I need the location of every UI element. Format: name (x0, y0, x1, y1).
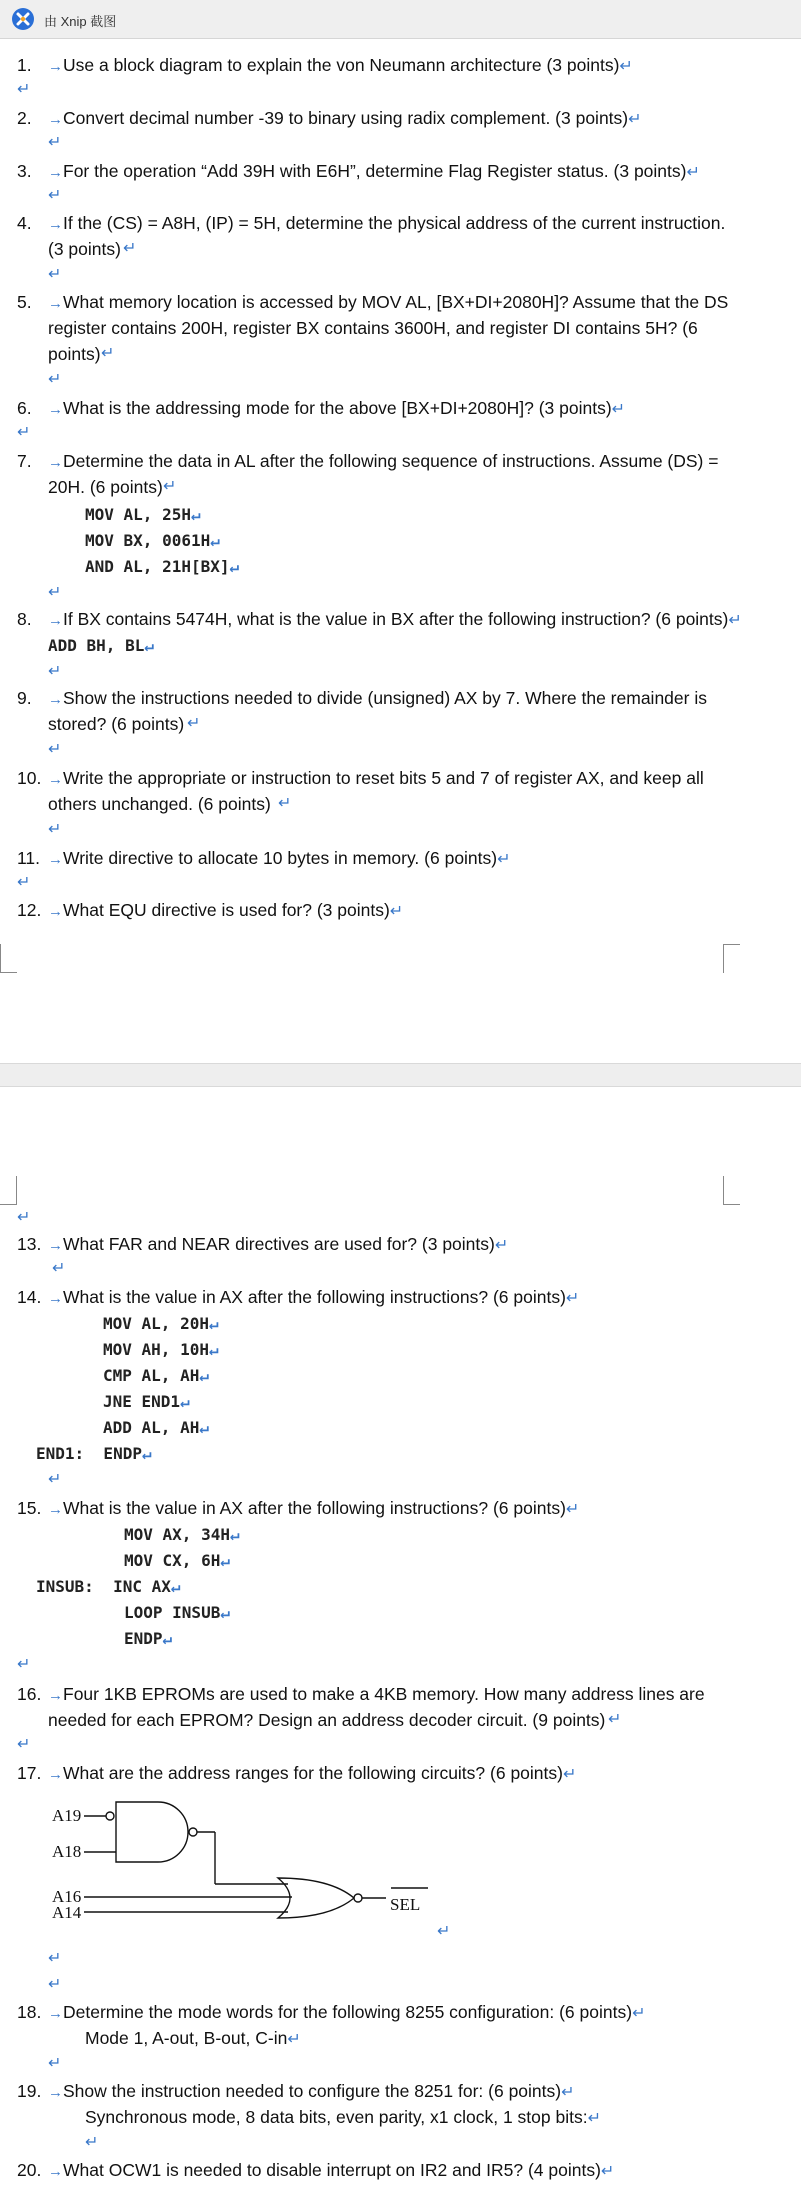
tab-arrow-icon: → (48, 58, 63, 75)
question-number: 15. (17, 1498, 42, 1518)
nor-gate (278, 1878, 354, 1918)
question-text-continued: 20H. (6 points) (48, 477, 163, 497)
question-number: 20. (17, 2160, 42, 2180)
question-text: What FAR and NEAR directives are used for? (3 points) (63, 1234, 495, 1254)
question-text: Write the appropriate or instruction to reset bits 5 and 7 of register AX, and keep all (63, 768, 704, 788)
question-text: Convert decimal number -39 to binary using radix complement. (3 points) (63, 108, 629, 128)
question-number: 8. (17, 609, 32, 629)
tab-arrow-icon: → (48, 2163, 63, 2180)
tab-arrow-icon: → (48, 1766, 63, 1783)
tab-arrow-icon: → (48, 903, 63, 920)
tab-arrow-icon: → (48, 164, 63, 181)
tab-arrow-icon: → (48, 1290, 63, 1307)
question-text: What is the addressing mode for the above [BX+DI+2080H]? (3 points) (63, 398, 612, 418)
page-margin-marker (723, 1176, 740, 1205)
question-text-continued: stored? (6 points) (48, 714, 185, 734)
question-number: 17. (17, 1763, 42, 1783)
question-text: What memory location is accessed by MOV AL, [BX+DI+2080H]? Assume that the DS (63, 292, 729, 312)
question-text: Determine the mode words for the following 8255 configuration: (6 points) (63, 2002, 633, 2022)
code-label-line: END1: ENDP↵ (36, 1444, 152, 1463)
input-label-a16: A16 (52, 1887, 82, 1906)
tab-arrow-icon: → (48, 1501, 63, 1518)
xnip-logo-icon (12, 8, 34, 30)
title-bar (0, 0, 801, 39)
code-line: AND AL, 21H[BX]↵ (85, 557, 240, 576)
question-text: Determine the data in AL after the following sequence of instructions. Assume (DS) = (63, 451, 719, 471)
input-label-a18: A18 (52, 1842, 82, 1861)
address-decoder-circuit (40, 1796, 480, 1946)
question-text: What is the value in AX after the following instructions? (6 points) (63, 1498, 566, 1518)
code-line: ENDP↵ (124, 1629, 173, 1648)
question-text: Write directive to allocate 10 bytes in memory. (6 points) (63, 848, 498, 868)
question-text: What EQU directive is used for? (3 points) (63, 900, 390, 920)
window-title: 由 Xnip 截图 (44, 14, 117, 29)
question-number: 6. (17, 398, 32, 418)
question-number: 5. (17, 292, 32, 312)
question-text: What are the address ranges for the following circuits? (6 points) (63, 1763, 563, 1783)
tab-arrow-icon: → (48, 295, 63, 312)
code-line: CMP AL, AH↵ (103, 1366, 209, 1385)
question-text: For the operation “Add 39H with E6H”, determine Flag Register status. (3 points) (63, 161, 687, 181)
question-text: What OCW1 is needed to disable interrupt on IR2 and IR5? (4 points) (63, 2160, 601, 2180)
question-text: What is the value in AX after the following instructions? (6 points) (63, 1287, 566, 1307)
question-number: 4. (17, 213, 32, 233)
input-label-a14: A14 (52, 1903, 82, 1922)
question-text-continued: others unchanged. (6 points) (48, 794, 271, 814)
page-margin-marker (0, 944, 17, 973)
question-text-continued: needed for each EPROM? Design an address decoder circuit. (9 points) (48, 1710, 606, 1730)
question-number: 19. (17, 2081, 42, 2101)
nand-gate (116, 1802, 188, 1862)
tab-arrow-icon: → (48, 1237, 63, 1254)
code-line: ADD BH, BL↵ (48, 636, 154, 655)
question-text-continued: points) (48, 344, 101, 364)
question-number: 9. (17, 688, 32, 708)
tab-arrow-icon: → (48, 216, 63, 233)
code-line: MOV BX, 0061H↵ (85, 531, 220, 550)
output-label-sel: SEL (390, 1895, 421, 1914)
question-text-continued: register contains 200H, register BX contains 3600H, and register DI contains 5H? (6 (48, 318, 698, 338)
code-line: MOV AL, 25H↵ (85, 505, 201, 524)
code-line: ADD AL, AH↵ (103, 1418, 209, 1437)
code-line: JNE END1↵ (103, 1392, 190, 1411)
question-number: 16. (17, 1684, 42, 1704)
question-text-continued: (3 points) (48, 239, 121, 259)
page-margin-marker (723, 944, 740, 973)
question-text: Use a block diagram to explain the von Neumann architecture (3 points) (63, 55, 620, 75)
tab-arrow-icon: → (48, 691, 63, 708)
code-label-line: INSUB: INC AX↵ (36, 1577, 181, 1596)
question-text: If BX contains 5474H, what is the value in BX after the following instruction? (6 points) (63, 609, 729, 629)
question-text: Show the instructions needed to divide (unsigned) AX by 7. Where the remainder is (63, 688, 707, 708)
question-text: Four 1KB EPROMs are used to make a 4KB memory. How many address lines are (63, 1684, 705, 1704)
page-margin-marker (0, 1176, 17, 1205)
code-line: MOV AX, 34H↵ (124, 1525, 240, 1544)
tab-arrow-icon: → (48, 401, 63, 418)
question-subtext: Mode 1, A-out, B-out, C-in↵ (85, 2028, 301, 2048)
question-number: 3. (17, 161, 32, 181)
question-number: 7. (17, 451, 32, 471)
question-number: 12. (17, 900, 42, 920)
tab-arrow-icon: → (48, 454, 63, 471)
code-line: MOV AH, 10H↵ (103, 1340, 219, 1359)
tab-arrow-icon: → (48, 1687, 63, 1704)
input-label-a19: A19 (52, 1806, 82, 1825)
tab-arrow-icon: → (48, 612, 63, 629)
page-break (0, 1063, 801, 1087)
question-text: Show the instruction needed to configure the 8251 for: (6 points) (63, 2081, 562, 2101)
tab-arrow-icon: → (48, 111, 63, 128)
question-number: 1. (17, 55, 32, 75)
question-number: 18. (17, 2002, 42, 2022)
question-number: 13. (17, 1234, 42, 1254)
tab-arrow-icon: → (48, 771, 63, 788)
question-number: 11. (17, 848, 41, 868)
tab-arrow-icon: → (48, 851, 63, 868)
question-number: 2. (17, 108, 32, 128)
question-number: 10. (17, 768, 42, 788)
question-subtext: Synchronous mode, 8 data bits, even parity, x1 clock, 1 stop bits:↵ (85, 2107, 601, 2127)
code-line: MOV AL, 20H↵ (103, 1314, 219, 1333)
code-line: LOOP INSUB↵ (124, 1603, 230, 1622)
tab-arrow-icon: → (48, 2084, 63, 2101)
question-text: If the (CS) = A8H, (IP) = 5H, determine the physical address of the current instruction. (63, 213, 726, 233)
code-line: MOV CX, 6H↵ (124, 1551, 230, 1570)
tab-arrow-icon: → (48, 2005, 63, 2022)
question-number: 14. (17, 1287, 42, 1307)
